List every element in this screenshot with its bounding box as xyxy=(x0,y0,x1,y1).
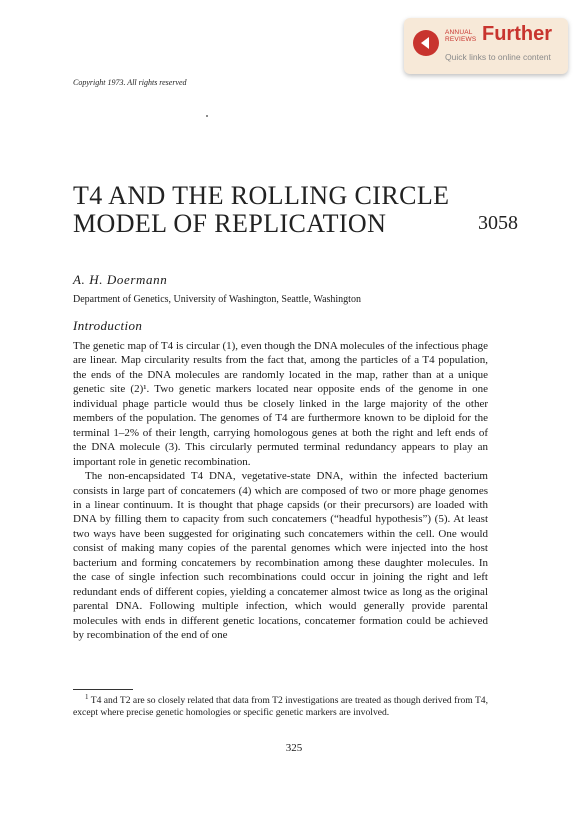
title-line-1: T4 AND THE ROLLING CIRCLE xyxy=(73,181,450,210)
footnote-divider xyxy=(73,689,133,690)
article-number: 3058 xyxy=(478,212,518,234)
page-number: 325 xyxy=(285,742,303,754)
paragraph-2: The non-encapsidated T4 DNA, vegetative-state DNA, within the infected bacterium consists in large part of concatemers (4) which are composed of two or more phage genomes in a linear continuum. It is thought that phage capsids (or their precursors) are loaded with DNA by filling them to capacity from such concatemers (“headful hypothesis”) (5). At least two ways have been suggested for originating such concatemers within the cell. One would consist of making many copies of the parental genomes which were injected into the host bacterium and forming concatemers by recombination among these daughter molecules. In the case of single infection such recombinations could occur in joining the right and left redundant ends of different copies, yielding a concatemer almost twice as long as the original parental DNA. Following multiple infection, which would generally provide parental molecules with ends in different genetic locations, concatemer formation could be achieved by recombination of the end of one xyxy=(73,470,488,642)
copyright-notice: Copyright 1973. All rights reserved xyxy=(73,78,187,87)
further-label: Further xyxy=(482,23,552,45)
paragraph-1: The genetic map of T4 is circular (1), even though the DNA molecules of the infectious phage are linear. Map circularity results from the fact that, among the particles of a T4 population, the ends of the DNA molecules are randomly located in the map, rather than at a unique genetic site (2)¹. Two genetic markers located near opposite ends of the genome in one individual phage particle would thus be closely linked in the large majority of the other members of the population. The genomes of T4 are furthermore known to be diploid for the terminal 1–2% of their length, carrying homologous genes at both the right and left ends of the DNA molecule (3). This circularly permuted terminal redundancy appears to play an important role in genetic recombination. xyxy=(73,340,488,468)
banner-subtitle: Quick links to online content xyxy=(445,52,551,62)
annual-reviews-further-banner[interactable] xyxy=(404,18,568,74)
footnote-text: T4 and T2 are so closely related that data from T2 investigations are treated as though derived from T4, except where precise genetic homologies or specific genetic markers are involved. xyxy=(73,695,488,719)
annual-reviews-logo-text xyxy=(445,29,476,43)
footnote xyxy=(73,691,488,720)
article-body xyxy=(73,339,488,643)
article-title xyxy=(73,182,449,238)
footnote-marker: 1 xyxy=(85,693,89,701)
brand-line-1: ANNUAL xyxy=(445,29,473,36)
title-line-2: MODEL OF REPLICATION xyxy=(73,209,387,238)
stray-dot xyxy=(206,115,208,117)
section-heading: Introduction xyxy=(73,318,143,333)
play-back-icon xyxy=(413,30,439,56)
author-name: A. H. Doermann xyxy=(73,272,168,287)
brand-line-2: REVIEWS xyxy=(445,36,477,43)
author-affiliation: Department of Genetics, University of Washington, Seattle, Washington xyxy=(73,294,361,305)
